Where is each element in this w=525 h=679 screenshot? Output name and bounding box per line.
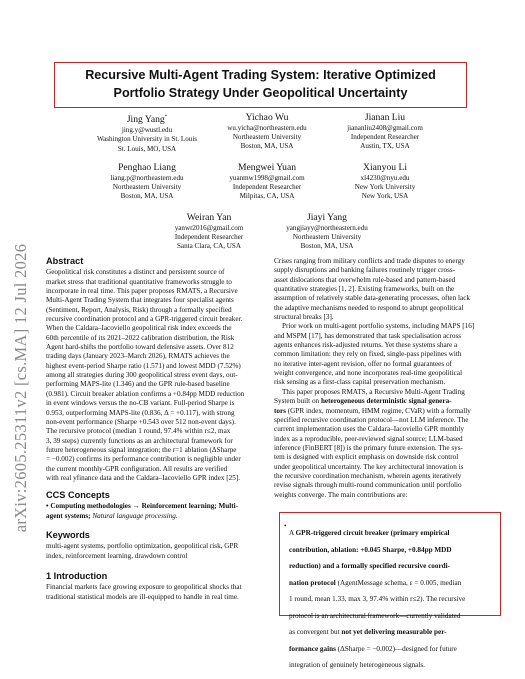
- introduction-section: [46, 572, 260, 602]
- text-line: When the Caldara–Iacoviello geopolitical risk index exceeds the: [46, 324, 232, 333]
- ccs-section: [46, 491, 260, 521]
- text-line: Prior work on multi-agent portfolio systems, including MAPS [16]: [282, 322, 475, 331]
- contribution-bullet: [284, 522, 491, 678]
- author-affiliation: Northeastern University: [292, 233, 362, 242]
- author-mark: *: [164, 115, 168, 120]
- author-block: [300, 162, 470, 202]
- bullet-line: A: [289, 529, 296, 538]
- author-affiliation: Northeastern University: [232, 133, 302, 142]
- author-name: Jiayi Yang: [307, 212, 347, 223]
- keywords-line: index, reinforcement learning, drawdown control: [46, 551, 188, 560]
- p3-line: System built on: [274, 397, 321, 406]
- bullet-bold: GPR-triggered circuit breaker (primary empirical: [295, 529, 450, 538]
- p3-bold: heterogeneous deterministic signal genera-: [320, 397, 452, 406]
- text-line: recursive coordination protocol and a GPR-triggered circuit breaker.: [46, 315, 243, 324]
- ccs-heading: CCS Concepts: [46, 490, 110, 500]
- author-email: wu.yicha@northeastern.edu: [227, 124, 307, 132]
- introduction-heading: 1 Introduction: [46, 571, 108, 581]
- author-affiliation: Independent Researcher: [350, 133, 420, 142]
- bullet-line: 1 round, mean 1.33, max 3, 97.4% within r≤2). The recursive: [289, 595, 466, 604]
- p3-bold: tors: [274, 406, 286, 415]
- text-line: performing MAPS-lite (1.346) and the GPR rule-based baseline: [46, 380, 230, 389]
- intro-line: Financial markets face growing exposure to geopolitical shocks that: [46, 583, 242, 592]
- p3-line: specified recursive coordination protocol—not LLM inference. The: [274, 415, 469, 424]
- author-name: Mengwei Yuan: [238, 162, 296, 173]
- paper-title-box: [54, 62, 467, 108]
- paragraph-1: [274, 257, 488, 322]
- author-email: liang.p@northeastern.edu: [110, 174, 184, 182]
- text-line: = −0.002) confirms its performance contribution is negligible under: [46, 455, 241, 464]
- ccs-line: Natural language processing.: [90, 511, 178, 520]
- author-affiliation: Northeastern University: [112, 183, 182, 192]
- author-location: Santa Clara, CA, USA: [176, 242, 242, 251]
- text-line: supply disruptions and banking failures routinely trigger cross-: [274, 266, 456, 275]
- author-location: Boston, MA, USA: [120, 192, 174, 201]
- ccs-line: Reinforcement learning; Multi-: [141, 502, 239, 511]
- arxiv-stamp: [8, 178, 34, 598]
- bullet-line: as convergent but: [289, 628, 342, 637]
- p3-line: tem is designed with explicit emphasis on downside risk control: [274, 453, 459, 462]
- text-line: risk sensing as a first-class capital preservation mechanism.: [274, 378, 446, 387]
- paper-title-line-1: Recursive Multi-Agent Trading System: Iterative Optimized: [85, 68, 436, 82]
- p3-line: the recursive coordination mechanism, wherein agents iteratively: [274, 471, 462, 480]
- ccs-line: agent systems;: [46, 511, 91, 520]
- ccs-line: • Computing methodologies: [46, 502, 131, 511]
- bullet-line: (ΔSharpe = −0.002)—designed for future: [335, 644, 457, 653]
- author-name: Weiran Yan: [186, 212, 232, 223]
- bullet-line: protocol is an architectural framework—currently validated: [289, 611, 461, 620]
- p3-line: revise signals through multi-round communication until portfolio: [274, 481, 462, 490]
- bullet-dot-icon: •: [284, 522, 287, 530]
- text-line: trading days (January 2023–March 2026), RMATS achieves the: [46, 352, 230, 361]
- text-line: the adaptive mechanisms needed to respond to abrupt geopolitical: [274, 303, 464, 312]
- author-affiliation: Washington University in St. Louis: [96, 135, 198, 144]
- ccs-arrow: →: [130, 502, 142, 511]
- abstract-section: [46, 257, 260, 483]
- author-name: Yichao Wu: [245, 112, 289, 123]
- text-line: Crises ranging from military conflicts and trade disputes to energy: [274, 257, 465, 265]
- text-line: structural breaks [3].: [274, 313, 334, 322]
- text-line: The recursive protocol (median 1 round, 97.4% within r≤2, max: [46, 427, 231, 436]
- text-line: 3, 39 steps) currently functions as an architectural framework for: [46, 436, 233, 445]
- bullet-bold: nation protocol: [289, 578, 336, 587]
- author-email: yanwr2016@gmail.com: [174, 224, 244, 232]
- author-location: New York, USA: [361, 192, 409, 201]
- text-line: asset dislocations that overwhelm rule-based and pattern-based: [274, 275, 456, 284]
- right-column-text: [274, 257, 488, 500]
- author-location: Boston, MA, USA: [300, 242, 354, 251]
- bullet-bold: not yet delivering measurable per-: [341, 628, 447, 637]
- author-name: Penghao Liang: [118, 162, 176, 173]
- text-line: Multi-Agent Trading System that integrates four specialist agents: [46, 296, 234, 305]
- keywords-section: [46, 531, 260, 561]
- p3-line: weights converge. The main contributions are:: [274, 490, 408, 499]
- text-line: market stress that traditional quantitative frameworks struggle to: [46, 277, 232, 286]
- bullet-line: (AgentMessage schema, ε = 0.005, median: [335, 578, 462, 587]
- bullet-bold: formance gains: [289, 644, 336, 653]
- author-email: jing.y@wustl.edu: [121, 126, 173, 135]
- text-line: agents enhances risk-adjusted returns. Yet these systems share a: [274, 341, 458, 350]
- author-email: xl4230@nyu.edu: [360, 174, 410, 182]
- author-location: Boston, MA, USA: [240, 142, 294, 151]
- author-location: St. Louis, MO, USA: [117, 144, 177, 153]
- text-line: incorporate in real time. This paper proposes RMATS, a Recursive: [46, 287, 238, 296]
- text-line: assumption of relatively stable data-generating processes, often lack: [274, 294, 470, 303]
- text-line: quantitative strategies [1, 2]. Existing frameworks, built on the: [274, 285, 455, 294]
- text-line: 0.953, outperforming MAPS-lite (0.836, Δ = +0.117), with strong: [46, 408, 235, 417]
- bullet-bold: contribution, ablation: +0.045 Sharpe, +0.84pp MDD: [289, 545, 452, 554]
- author-name: Jing Yang: [126, 114, 165, 126]
- text-line: with real yfinance data and the Caldara–Iacoviello GPR index [25].: [46, 473, 240, 482]
- text-line: weight convergence, and none incorporates real-time geopolitical: [274, 369, 463, 378]
- paragraph-2: [274, 322, 488, 387]
- author-email: yangjiayy@northeastern.edu: [286, 224, 368, 232]
- author-name: Jianan Liu: [364, 112, 406, 123]
- text-line: common limitation: they rely on fixed, single-pass pipelines with: [274, 350, 462, 359]
- author-email: jiananliu2408@gmail.com: [347, 124, 423, 132]
- p3-line: This paper proposes RMATS, a Recursive Multi-Agent Trading: [282, 387, 465, 396]
- text-line: the current monthly-GPR configuration. All results are verified: [46, 464, 228, 473]
- text-line: no iterative inter-agent revision, offer no formal guarantees of: [274, 359, 452, 368]
- author-block: [242, 212, 412, 252]
- author-location: Austin, TX, USA: [360, 142, 410, 151]
- author-block: [300, 112, 470, 152]
- paragraph-3: [274, 388, 488, 500]
- text-line: among all strategies during 300 geopolitical stress event days, out-: [46, 371, 238, 380]
- bullet-line: integration of genuinely heterogeneous signals.: [289, 661, 425, 670]
- text-line: Agent hard-shifts the portfolio toward defensive assets. Over 812: [46, 343, 234, 352]
- author-email: yuanmw1998@gmail.com: [229, 174, 305, 182]
- text-line: 60th percentile of its 2021–2022 calibration distribution, the Risk: [46, 333, 235, 342]
- text-line: and MSPM [17], has demonstrated that task specialisation across: [274, 331, 462, 340]
- p3-line: (GPR index, momentum, HMM regime, CVaR) with a formally: [285, 406, 471, 415]
- arxiv-stamp-text: arXiv:2605.25311v2 [cs.MA] 12 Jul 2026: [11, 243, 30, 533]
- text-line: future heterogeneous signal integration; the r=1 ablation (ΔSharpe: [46, 445, 237, 454]
- intro-line: traditional statistical models are ill-equipped to handle in real time.: [46, 592, 239, 601]
- keywords-heading: Keywords: [46, 530, 90, 540]
- text-line: in event windows versus the no-CB variant. Full-period Sharpe is: [46, 399, 235, 408]
- p3-line: index as a reproducible, peer-reviewed signal source; LLM-based: [274, 434, 463, 443]
- abstract-heading: Abstract: [46, 256, 84, 266]
- author-affiliation: Independent Researcher: [232, 183, 302, 192]
- paper-title-line-2: Portfolio Strategy Under Geopolitical Uncertainty: [113, 86, 408, 100]
- keywords-line: multi-agent systems, portfolio optimization, geopolitical risk, GPR: [46, 542, 239, 551]
- author-affiliation: New York University: [354, 183, 416, 192]
- text-line: (Sentiment, Report, Analysis, Risk) through a formally specified: [46, 305, 232, 314]
- author-location: Milpitas, CA, USA: [239, 192, 295, 201]
- author-name: Xianyou Li: [363, 162, 407, 173]
- abstract-body: [46, 268, 260, 483]
- text-line: highest event-period Sharpe ratio (1.571) and lowest MDD (7.52%): [46, 361, 241, 370]
- author-affiliation: Independent Researcher: [174, 233, 244, 242]
- p3-line: current implementation uses the Caldara–Iacoviello GPR monthly: [274, 425, 465, 434]
- p3-line: under geopolitical uncertainty. The key architectural innovation is: [274, 462, 464, 471]
- text-line: (0.981). Circuit breaker ablation confirms a +0.84pp MDD reduction: [46, 389, 245, 398]
- text-line: Geopolitical risk constitutes a distinct and persistent source of: [46, 268, 225, 277]
- text-line: non-event performance (Sharpe +0.543 over 512 non-event days).: [46, 417, 236, 426]
- p3-line: inference (FinBERT [8]) is the primary future extension. The sys-: [274, 443, 463, 452]
- bullet-bold: reduction) and a formally specified recursive coordi-: [289, 562, 451, 571]
